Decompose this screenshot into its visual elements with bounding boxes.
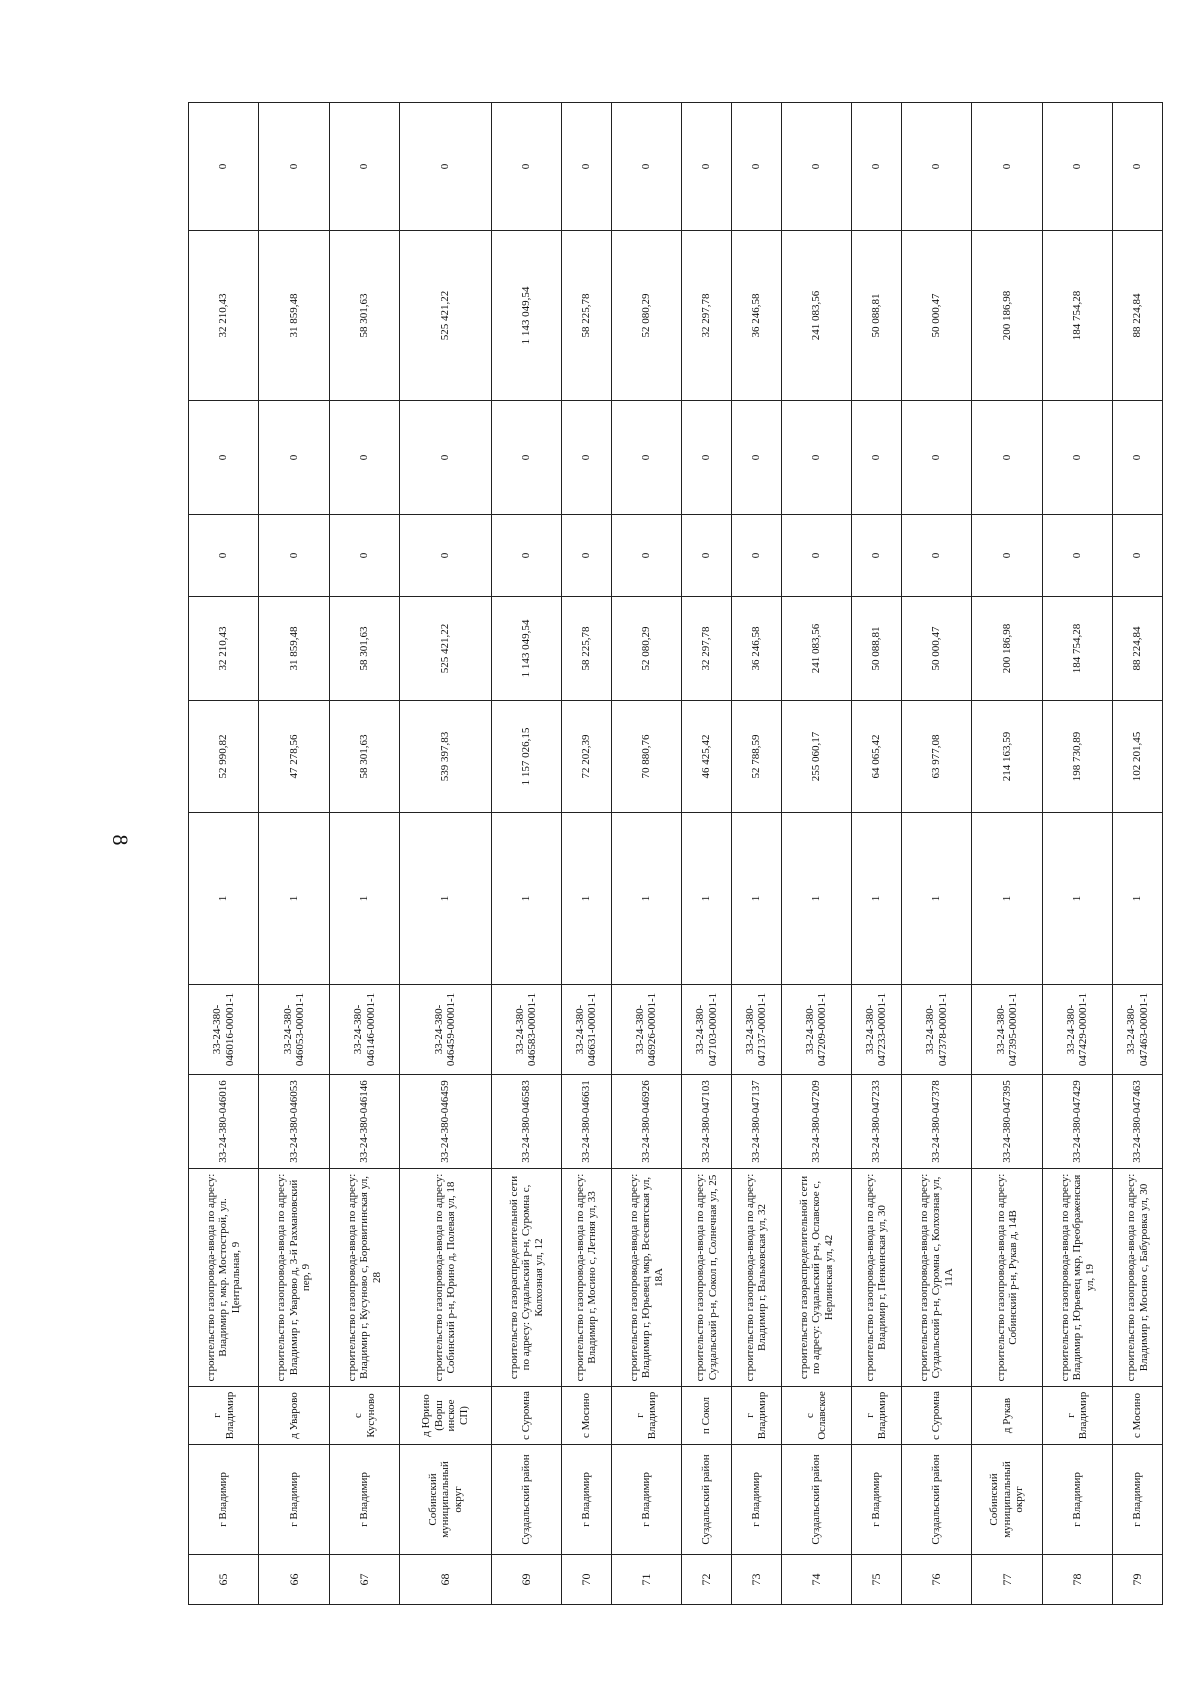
amount-cell: 32 210,43 bbox=[189, 231, 259, 401]
amount-cell: 32 297,78 bbox=[682, 597, 732, 701]
zero-cell: 0 bbox=[259, 103, 329, 231]
count-cell: 1 bbox=[972, 813, 1042, 985]
contract-id-cell: 33-24-380-047395-00001-1 bbox=[972, 985, 1042, 1075]
purpose-cell: строительство газопровода-ввода по адресу: Владимир г, Мосино с, Бабуровка ул, 30 bbox=[1113, 1169, 1163, 1387]
table-row bbox=[682, 103, 732, 1605]
application-id-cell: 33-24-380-047137 bbox=[731, 1075, 781, 1169]
count-cell: 1 bbox=[189, 813, 259, 985]
district-cell: Суздальский район bbox=[682, 1445, 732, 1555]
contract-id-cell: 33-24-380-047209-00001-1 bbox=[781, 985, 851, 1075]
purpose-cell: строительство газопровода-ввода по адресу: Владимир г, Вальковская ул, 32 bbox=[731, 1169, 781, 1387]
amount-cell: 50 000,47 bbox=[901, 231, 971, 401]
table-row bbox=[611, 103, 681, 1605]
table-row bbox=[561, 103, 611, 1605]
purpose-cell: строительство газопровода-ввода по адресу: Суздальский р-н, Сокол п, Солнечная ул, 25 bbox=[682, 1169, 732, 1387]
district-cell: г Владимир bbox=[561, 1445, 611, 1555]
count-cell: 1 bbox=[611, 813, 681, 985]
amount-cell: 1 143 049,54 bbox=[491, 231, 561, 401]
total-cost-cell: 72 202,39 bbox=[561, 701, 611, 813]
locality-cell: с Кусуново bbox=[329, 1387, 399, 1445]
zero-cell: 0 bbox=[1113, 515, 1163, 597]
row-number: 72 bbox=[682, 1555, 732, 1605]
purpose-cell: строительство газопровода-ввода по адресу: Владимир г, Кусуново с, Боровитинская ул, 28 bbox=[329, 1169, 399, 1387]
zero-cell: 0 bbox=[259, 515, 329, 597]
application-id-cell: 33-24-380-046631 bbox=[561, 1075, 611, 1169]
purpose-cell: строительство газопровода-ввода по адресу: Владимир г, Юрьевец мкр, Всесвятская ул, 18А bbox=[611, 1169, 681, 1387]
amount-cell: 50 088,81 bbox=[852, 231, 902, 401]
row-number: 67 bbox=[329, 1555, 399, 1605]
zero-cell: 0 bbox=[682, 401, 732, 515]
zero-cell: 0 bbox=[682, 515, 732, 597]
contract-id-cell: 33-24-380-046016-00001-1 bbox=[189, 985, 259, 1075]
locality-cell: д Уварово bbox=[259, 1387, 329, 1445]
contract-id-cell: 33-24-380-046631-00001-1 bbox=[561, 985, 611, 1075]
application-id-cell: 33-24-380-047209 bbox=[781, 1075, 851, 1169]
program-table bbox=[188, 102, 1163, 1605]
district-cell: г Владимир bbox=[731, 1445, 781, 1555]
table-row bbox=[781, 103, 851, 1605]
contract-id-cell: 33-24-380-047233-00001-1 bbox=[852, 985, 902, 1075]
zero-cell: 0 bbox=[1113, 401, 1163, 515]
count-cell: 1 bbox=[1113, 813, 1163, 985]
contract-id-cell: 33-24-380-046146-00001-1 bbox=[329, 985, 399, 1075]
table-row bbox=[491, 103, 561, 1605]
total-cost-cell: 70 880,76 bbox=[611, 701, 681, 813]
count-cell: 1 bbox=[731, 813, 781, 985]
purpose-cell: строительство газопровода-ввода по адресу: Суздальский р-н, Суромна с, Колхозная ул, 11А bbox=[901, 1169, 971, 1387]
row-number: 66 bbox=[259, 1555, 329, 1605]
amount-cell: 200 186,98 bbox=[972, 231, 1042, 401]
district-cell: г Владимир bbox=[1113, 1445, 1163, 1555]
table-row bbox=[329, 103, 399, 1605]
purpose-cell: строительство газопровода-ввода по адресу: Владимир г, Уварово д, 3-й Рахмановский пер, 9 bbox=[259, 1169, 329, 1387]
zero-cell: 0 bbox=[189, 401, 259, 515]
contract-id-cell: 33-24-380-047137-00001-1 bbox=[731, 985, 781, 1075]
zero-cell: 0 bbox=[491, 515, 561, 597]
zero-cell: 0 bbox=[1042, 103, 1112, 231]
table-row bbox=[852, 103, 902, 1605]
table-row bbox=[731, 103, 781, 1605]
total-cost-cell: 46 425,42 bbox=[682, 701, 732, 813]
table-row bbox=[259, 103, 329, 1605]
total-cost-cell: 539 397,83 bbox=[400, 701, 491, 813]
locality-cell: п Сокол bbox=[682, 1387, 732, 1445]
locality-cell: с Ославское bbox=[781, 1387, 851, 1445]
row-number: 73 bbox=[731, 1555, 781, 1605]
row-number: 78 bbox=[1042, 1555, 1112, 1605]
locality-cell: д Рукав bbox=[972, 1387, 1042, 1445]
row-number: 68 bbox=[400, 1555, 491, 1605]
page-number: 8 bbox=[108, 834, 133, 846]
contract-id-cell: 33-24-380-047103-00001-1 bbox=[682, 985, 732, 1075]
row-number: 75 bbox=[852, 1555, 902, 1605]
application-id-cell: 33-24-380-046926 bbox=[611, 1075, 681, 1169]
district-cell: Суздальский район bbox=[491, 1445, 561, 1555]
locality-cell: г Владимир bbox=[189, 1387, 259, 1445]
total-cost-cell: 52 788,59 bbox=[731, 701, 781, 813]
count-cell: 1 bbox=[682, 813, 732, 985]
row-number: 74 bbox=[781, 1555, 851, 1605]
contract-id-cell: 33-24-380-046053-00001-1 bbox=[259, 985, 329, 1075]
zero-cell: 0 bbox=[400, 103, 491, 231]
purpose-cell: строительство газопровода-ввода по адресу: Собинский р-н, Юрино д, Полевая ул, 18 bbox=[400, 1169, 491, 1387]
amount-cell: 58 301,63 bbox=[329, 231, 399, 401]
total-cost-cell: 255 060,17 bbox=[781, 701, 851, 813]
amount-cell: 32 297,78 bbox=[682, 231, 732, 401]
contract-id-cell: 33-24-380-046459-00001-1 bbox=[400, 985, 491, 1075]
application-id-cell: 33-24-380-047429 bbox=[1042, 1075, 1112, 1169]
zero-cell: 0 bbox=[561, 103, 611, 231]
application-id-cell: 33-24-380-046459 bbox=[400, 1075, 491, 1169]
row-number: 65 bbox=[189, 1555, 259, 1605]
zero-cell: 0 bbox=[329, 103, 399, 231]
zero-cell: 0 bbox=[329, 515, 399, 597]
locality-cell: с Мосино bbox=[561, 1387, 611, 1445]
locality-cell: с Суромна bbox=[901, 1387, 971, 1445]
application-id-cell: 33-24-380-047463 bbox=[1113, 1075, 1163, 1169]
district-cell: г Владимир bbox=[329, 1445, 399, 1555]
zero-cell: 0 bbox=[972, 103, 1042, 231]
contract-id-cell: 33-24-380-047429-00001-1 bbox=[1042, 985, 1112, 1075]
purpose-cell: строительство газопровода-ввода по адресу: Собинский р-н, Рукав д, 14В bbox=[972, 1169, 1042, 1387]
district-cell: Суздальский район bbox=[901, 1445, 971, 1555]
row-number: 76 bbox=[901, 1555, 971, 1605]
zero-cell: 0 bbox=[781, 103, 851, 231]
district-cell: г Владимир bbox=[611, 1445, 681, 1555]
table-row bbox=[972, 103, 1042, 1605]
amount-cell: 184 754,28 bbox=[1042, 231, 1112, 401]
table-row bbox=[1113, 103, 1163, 1605]
district-cell: г Владимир bbox=[852, 1445, 902, 1555]
amount-cell: 525 421,22 bbox=[400, 597, 491, 701]
zero-cell: 0 bbox=[781, 515, 851, 597]
purpose-cell: строительство газопровода-ввода по адресу: Владимир г, Мосино с, Летняя ул, 33 bbox=[561, 1169, 611, 1387]
locality-cell: с Мосино bbox=[1113, 1387, 1163, 1445]
zero-cell: 0 bbox=[731, 401, 781, 515]
count-cell: 1 bbox=[561, 813, 611, 985]
zero-cell: 0 bbox=[682, 103, 732, 231]
total-cost-cell: 63 977,08 bbox=[901, 701, 971, 813]
contract-id-cell: 33-24-380-047463-00001-1 bbox=[1113, 985, 1163, 1075]
amount-cell: 50 000,47 bbox=[901, 597, 971, 701]
application-id-cell: 33-24-380-046146 bbox=[329, 1075, 399, 1169]
amount-cell: 31 859,48 bbox=[259, 597, 329, 701]
amount-cell: 36 246,58 bbox=[731, 597, 781, 701]
amount-cell: 58 225,78 bbox=[561, 597, 611, 701]
district-cell: Собинский муниципальный округ bbox=[400, 1445, 491, 1555]
zero-cell: 0 bbox=[972, 401, 1042, 515]
amount-cell: 200 186,98 bbox=[972, 597, 1042, 701]
amount-cell: 32 210,43 bbox=[189, 597, 259, 701]
district-cell: г Владимир bbox=[1042, 1445, 1112, 1555]
purpose-cell: строительство газопровода-ввода по адресу: Владимир г, Юрьевец мкр, Преображенская ул, 19 bbox=[1042, 1169, 1112, 1387]
purpose-cell: строительство газопровода-ввода по адресу: Владимир г, мкр. Мостострой, ул. Центральная, 9 bbox=[189, 1169, 259, 1387]
total-cost-cell: 198 730,89 bbox=[1042, 701, 1112, 813]
table-row bbox=[400, 103, 491, 1605]
purpose-cell: строительство газораспределительной сети по адресу: Суздальский р-н, Ославское с, Нерлинская ул, 42 bbox=[781, 1169, 851, 1387]
application-id-cell: 33-24-380-047103 bbox=[682, 1075, 732, 1169]
amount-cell: 31 859,48 bbox=[259, 231, 329, 401]
amount-cell: 1 143 049,54 bbox=[491, 597, 561, 701]
row-number: 79 bbox=[1113, 1555, 1163, 1605]
purpose-cell: строительство газораспределительной сети по адресу: Суздальский р-н, Суромна с, Колхозная ул, 12 bbox=[491, 1169, 561, 1387]
zero-cell: 0 bbox=[852, 401, 902, 515]
count-cell: 1 bbox=[1042, 813, 1112, 985]
locality-cell: г Владимир bbox=[852, 1387, 902, 1445]
count-cell: 1 bbox=[329, 813, 399, 985]
amount-cell: 241 083,56 bbox=[781, 231, 851, 401]
amount-cell: 88 224,84 bbox=[1113, 231, 1163, 401]
zero-cell: 0 bbox=[972, 515, 1042, 597]
zero-cell: 0 bbox=[1042, 515, 1112, 597]
locality-cell: д Юрино (Ворш инское СП) bbox=[400, 1387, 491, 1445]
zero-cell: 0 bbox=[731, 515, 781, 597]
table-row bbox=[189, 103, 259, 1605]
amount-cell: 241 083,56 bbox=[781, 597, 851, 701]
zero-cell: 0 bbox=[259, 401, 329, 515]
contract-id-cell: 33-24-380-047378-00001-1 bbox=[901, 985, 971, 1075]
locality-cell: с Суромна bbox=[491, 1387, 561, 1445]
row-number: 69 bbox=[491, 1555, 561, 1605]
amount-cell: 58 301,63 bbox=[329, 597, 399, 701]
table-row bbox=[901, 103, 971, 1605]
zero-cell: 0 bbox=[189, 515, 259, 597]
total-cost-cell: 102 201,45 bbox=[1113, 701, 1163, 813]
zero-cell: 0 bbox=[329, 401, 399, 515]
count-cell: 1 bbox=[259, 813, 329, 985]
zero-cell: 0 bbox=[781, 401, 851, 515]
zero-cell: 0 bbox=[400, 515, 491, 597]
contract-id-cell: 33-24-380-046583-00001-1 bbox=[491, 985, 561, 1075]
count-cell: 1 bbox=[852, 813, 902, 985]
district-cell: Собинский муниципальный округ bbox=[972, 1445, 1042, 1555]
zero-cell: 0 bbox=[561, 401, 611, 515]
district-cell: г Владимир bbox=[189, 1445, 259, 1555]
count-cell: 1 bbox=[901, 813, 971, 985]
application-id-cell: 33-24-380-046053 bbox=[259, 1075, 329, 1169]
amount-cell: 88 224,84 bbox=[1113, 597, 1163, 701]
zero-cell: 0 bbox=[189, 103, 259, 231]
count-cell: 1 bbox=[781, 813, 851, 985]
district-cell: Суздальский район bbox=[781, 1445, 851, 1555]
application-id-cell: 33-24-380-046583 bbox=[491, 1075, 561, 1169]
count-cell: 1 bbox=[400, 813, 491, 985]
amount-cell: 50 088,81 bbox=[852, 597, 902, 701]
total-cost-cell: 58 301,63 bbox=[329, 701, 399, 813]
count-cell: 1 bbox=[491, 813, 561, 985]
amount-cell: 52 080,29 bbox=[611, 597, 681, 701]
zero-cell: 0 bbox=[852, 103, 902, 231]
purpose-cell: строительство газопровода-ввода по адресу: Владимир г, Пенкинская ул, 30 bbox=[852, 1169, 902, 1387]
amount-cell: 52 080,29 bbox=[611, 231, 681, 401]
zero-cell: 0 bbox=[1113, 103, 1163, 231]
zero-cell: 0 bbox=[611, 103, 681, 231]
zero-cell: 0 bbox=[491, 103, 561, 231]
locality-cell: г Владимир bbox=[1042, 1387, 1112, 1445]
locality-cell: г Владимир bbox=[611, 1387, 681, 1445]
zero-cell: 0 bbox=[611, 401, 681, 515]
amount-cell: 525 421,22 bbox=[400, 231, 491, 401]
application-id-cell: 33-24-380-047233 bbox=[852, 1075, 902, 1169]
zero-cell: 0 bbox=[491, 401, 561, 515]
zero-cell: 0 bbox=[1042, 401, 1112, 515]
amount-cell: 36 246,58 bbox=[731, 231, 781, 401]
amount-cell: 58 225,78 bbox=[561, 231, 611, 401]
zero-cell: 0 bbox=[611, 515, 681, 597]
row-number: 71 bbox=[611, 1555, 681, 1605]
row-number: 77 bbox=[972, 1555, 1042, 1605]
locality-cell: г Владимир bbox=[731, 1387, 781, 1445]
total-cost-cell: 64 065,42 bbox=[852, 701, 902, 813]
table-body bbox=[189, 103, 1163, 1605]
application-id-cell: 33-24-380-047395 bbox=[972, 1075, 1042, 1169]
zero-cell: 0 bbox=[901, 401, 971, 515]
zero-cell: 0 bbox=[901, 515, 971, 597]
table-row bbox=[1042, 103, 1112, 1605]
zero-cell: 0 bbox=[731, 103, 781, 231]
total-cost-cell: 1 157 026,15 bbox=[491, 701, 561, 813]
application-id-cell: 33-24-380-046016 bbox=[189, 1075, 259, 1169]
contract-id-cell: 33-24-380-046926-00001-1 bbox=[611, 985, 681, 1075]
zero-cell: 0 bbox=[901, 103, 971, 231]
amount-cell: 184 754,28 bbox=[1042, 597, 1112, 701]
zero-cell: 0 bbox=[400, 401, 491, 515]
zero-cell: 0 bbox=[852, 515, 902, 597]
total-cost-cell: 214 163,59 bbox=[972, 701, 1042, 813]
row-number: 70 bbox=[561, 1555, 611, 1605]
total-cost-cell: 47 278,56 bbox=[259, 701, 329, 813]
zero-cell: 0 bbox=[561, 515, 611, 597]
application-id-cell: 33-24-380-047378 bbox=[901, 1075, 971, 1169]
total-cost-cell: 52 990,82 bbox=[189, 701, 259, 813]
district-cell: г Владимир bbox=[259, 1445, 329, 1555]
